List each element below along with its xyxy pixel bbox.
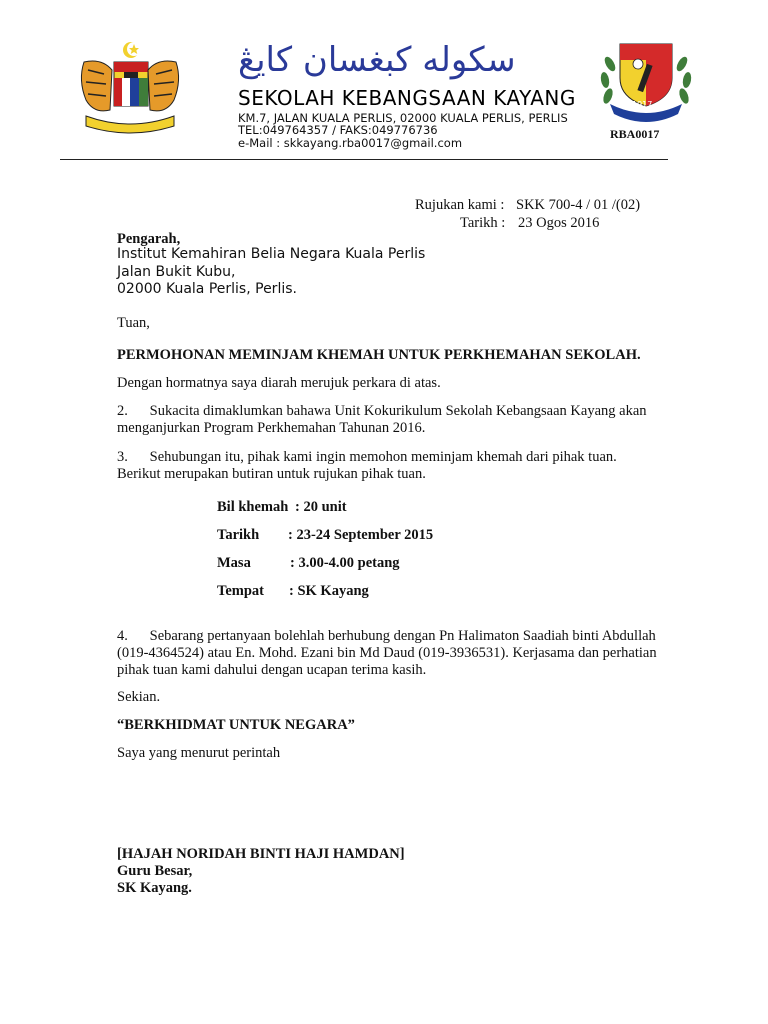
- detail-date-label: Tarikh: [217, 527, 260, 543]
- paragraph-2-line2: menganjurkan Program Perkhemahan Tahunan 2016.: [117, 420, 426, 436]
- salutation: Tuan,: [117, 315, 150, 331]
- detail-time-value: : 3.00-4.00 petang: [290, 555, 400, 571]
- school-logo-icon: [596, 34, 696, 126]
- letter-subject: PERMOHONAN MEMINJAM KHEMAH UNTUK PERKHEMAHAN SEKOLAH.: [117, 347, 641, 363]
- motto: “BERKHIDMAT UNTUK NEGARA”: [117, 717, 355, 733]
- paragraph-3-line2: Berikut merupakan butiran untuk rujukan pihak tuan.: [117, 466, 426, 482]
- malaysia-coat-of-arms-icon: [72, 40, 188, 136]
- detail-tents-value: : 20 unit: [295, 499, 347, 515]
- paragraph-4-line2: (019-4364524) atau En. Mohd. Ezani bin Md Daud (019-3936531). Kerjasama dan perhatian: [117, 645, 657, 661]
- recipient-line2: Jalan Bukit Kubu,: [117, 264, 236, 280]
- sign-off: Saya yang menurut perintah: [117, 745, 281, 761]
- recipient-title: Pengarah,: [117, 231, 181, 247]
- school-phone: TEL:049764357 / FAKS:049776736: [238, 123, 438, 137]
- paragraph-3-line1: 3. Sehubungan itu, pihak kami ingin memohon meminjam khemah dari pihak tuan.: [117, 449, 617, 465]
- detail-date-value: : 23-24 September 2015: [288, 527, 434, 543]
- school-address: KM.7, JALAN KUALA PERLIS, 02000 KUALA PERLIS, PERLIS: [238, 111, 568, 125]
- paragraph-4-line1: 4. Sebarang pertanyaan bolehlah berhubung dengan Pn Halimaton Saadiah binti Abdullah: [117, 628, 656, 644]
- date-value: 23 Ogos 2016: [518, 215, 600, 231]
- recipient-line1: Institut Kemahiran Belia Negara Kuala Perlis: [117, 246, 426, 262]
- detail-place-label: Tempat: [217, 583, 264, 599]
- reference-label: Rujukan kami :: [415, 197, 505, 213]
- signatory-name: [HAJAH NORIDAH BINTI HAJI HAMDAN]: [117, 846, 405, 862]
- detail-time-label: Masa: [217, 555, 251, 571]
- paragraph-2-line1: 2. Sukacita dimaklumkan bahawa Unit Kokurikulum Sekolah Kebangsaan Kayang akan: [117, 403, 647, 419]
- reference-value: SKK 700-4 / 01 /(02): [516, 197, 641, 213]
- school-code: RBA0017: [610, 127, 660, 141]
- detail-place-value: : SK Kayang: [289, 583, 369, 599]
- recipient-line3: 02000 Kuala Perlis, Perlis.: [117, 281, 297, 297]
- detail-tents-label: Bil khemah: [217, 499, 289, 515]
- signatory-position: Guru Besar,: [117, 863, 193, 879]
- school-name: SEKOLAH KEBANGSAAN KAYANG: [238, 86, 576, 110]
- header-divider: [60, 159, 668, 160]
- jawi-school-name: سكوله كبغسان كايڠ: [238, 40, 516, 80]
- school-email[interactable]: e-Mail : skkayang.rba0017@gmail.com: [238, 136, 463, 150]
- logo-year: 1917: [632, 100, 653, 109]
- paragraph-4-line3: pihak tuan kami dahului dengan ucapan terima kasih.: [117, 662, 427, 678]
- closing: Sekian.: [117, 689, 161, 705]
- paragraph-1: Dengan hormatnya saya diarah merujuk perkara di atas.: [117, 375, 441, 391]
- signatory-school: SK Kayang.: [117, 880, 192, 896]
- date-label: Tarikh :: [460, 215, 506, 231]
